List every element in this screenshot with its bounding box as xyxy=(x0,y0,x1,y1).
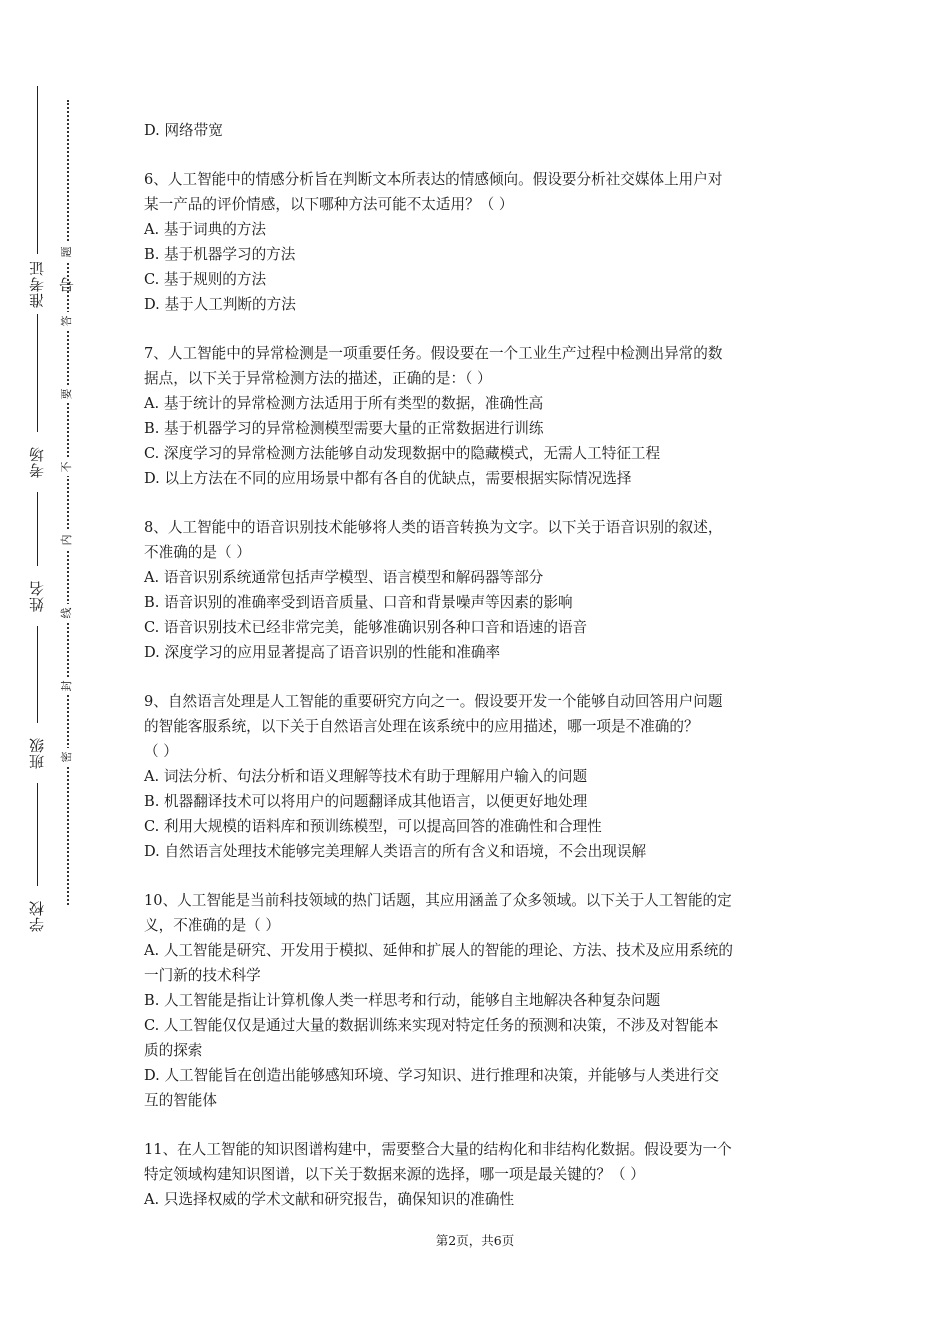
question-stem-line: 的智能客服系统，以下关于自然语言处理在该系统中的应用描述，哪一项是不准确的？ xyxy=(144,718,699,735)
option-line: B. 机器翻译技术可以将用户的问题翻译成其他语言，以便更好地处理 xyxy=(144,793,588,810)
seal-char: 封 xyxy=(58,677,76,695)
option-line: A. 基于统计的异常检测方法适用于所有类型的数据，准确性高 xyxy=(144,395,544,412)
option-line: B. 人工智能是指让计算机像人类一样思考和行动，能够自主地解决各种复杂问题 xyxy=(144,992,661,1009)
question-6 xyxy=(144,167,812,317)
question-8 xyxy=(144,515,812,665)
question-stem-line: 10、人工智能是当前科技领域的热门话题，其应用涵盖了众多领域。以下关于人工智能的定 xyxy=(144,892,732,909)
question-stem-line: 9、自然语言处理是人工智能的重要研究方向之一。假设要开发一个能够自动回答用户问题 xyxy=(144,693,723,710)
question-11 xyxy=(144,1137,812,1212)
question-stem-line: 11、在人工智能的知识图谱构建中，需要整合大量的结构化和非结构化数据。假设要为一个 xyxy=(144,1141,732,1158)
option-line: C. 深度学习的异常检测方法能够自动发现数据中的隐藏模式，无需人工特征工程 xyxy=(144,445,661,462)
field-label-school: 学校 xyxy=(22,886,52,946)
question-stem-line: 7、人工智能中的异常检测是一项重要任务。假设要在一个工业生产过程中检测出异常的数 xyxy=(144,345,723,362)
page-footer: 第2页，共6页 xyxy=(435,1233,515,1248)
field-label-exam-id: 准考证号 xyxy=(22,254,52,314)
question-9 xyxy=(144,689,812,864)
seal-dotted-line xyxy=(67,100,69,905)
option-line: C. 利用大规模的语料库和预训练模型，可以提高回答的准确性和合理性 xyxy=(144,818,602,835)
seal-char: 答 xyxy=(58,312,76,330)
question-stem-line: 不准确的是（ ） xyxy=(144,544,251,561)
option-line: D. 以上方法在不同的应用场景中都有各自的优缺点，需要根据实际情况选择 xyxy=(144,470,632,487)
field-label-exam-room: 考场 xyxy=(22,432,52,492)
option-line: D. 自然语言处理技术能够完美理解人类语言的所有含义和语境，不会出现误解 xyxy=(144,843,647,860)
option-line: B. 基于机器学习的方法 xyxy=(144,246,296,263)
field-label-class: 班级 xyxy=(22,723,52,783)
seal-char: 不 xyxy=(58,458,76,476)
question-10 xyxy=(144,888,812,1113)
seal-char: 密 xyxy=(58,748,76,766)
question-stem-line: 特定领域构建知识图谱，以下关于数据来源的选择，哪一项是最关键的？（ ） xyxy=(144,1166,645,1183)
question-7 xyxy=(144,341,812,491)
option-line: B. 基于机器学习的异常检测模型需要大量的正常数据进行训练 xyxy=(144,420,544,437)
option-line: D. 网络带宽 xyxy=(144,122,223,139)
option-line: C. 语音识别技术已经非常完美，能够准确识别各种口音和语速的语音 xyxy=(144,619,588,636)
seal-char: 题 xyxy=(58,243,76,261)
option-line: C. 基于规则的方法 xyxy=(144,271,267,288)
binding-solid-line xyxy=(37,86,38,928)
option-line: A. 语音识别系统通常包括声学模型、语言模型和解码器等部分 xyxy=(144,569,544,586)
field-label-name: 姓名 xyxy=(22,566,52,626)
seal-char: 线 xyxy=(58,604,76,622)
question-stem-line: 6、人工智能中的情感分析旨在判断文本所表达的情感倾向。假设要分析社交媒体上用户对 xyxy=(144,171,723,188)
seal-char: 要 xyxy=(58,385,76,403)
question-stem-line: 据点，以下关于异常检测方法的描述，正确的是：（ ） xyxy=(144,370,492,387)
option-line: D. 人工智能旨在创造出能够感知环境、学习知识、进行推理和决策，并能够与人类进行交 互的智能体 xyxy=(144,1067,720,1109)
option-line: C. 人工智能仅仅是通过大量的数据训练来实现对特定任务的预测和决策，不涉及对智能本 质的探索 xyxy=(144,1017,719,1059)
option-line: D. 深度学习的应用显著提高了语音识别的性能和准确率 xyxy=(144,644,501,661)
option-line: D. 基于人工判断的方法 xyxy=(144,296,296,313)
option-line: A. 词法分析、句法分析和语义理解等技术有助于理解用户输入的问题 xyxy=(144,768,588,785)
seal-char: 内 xyxy=(58,531,76,549)
option-line: A. 只选择权威的学术文献和研究报告，确保知识的准确性 xyxy=(144,1191,515,1208)
question-stem-line: 义，不准确的是（ ） xyxy=(144,917,280,934)
option-line: A. 人工智能是研究、开发用于模拟、延伸和扩展人的智能的理论、方法、技术及应用系统的 一门新的技术科学 xyxy=(144,942,733,984)
option-line: B. 语音识别的准确率受到语音质量、口音和背景噪声等因素的影响 xyxy=(144,594,573,611)
question-content xyxy=(144,118,812,1212)
question-stem-line: 某一产品的评价情感，以下哪种方法可能不太适用？（ ） xyxy=(144,196,514,213)
option-line: A. 基于词典的方法 xyxy=(144,221,266,238)
question-stem-line: 8、人工智能中的语音识别技术能够将人类的语音转换为文字。以下关于语音识别的叙述， xyxy=(144,519,723,536)
question-stem-line: （ ） xyxy=(144,743,178,760)
